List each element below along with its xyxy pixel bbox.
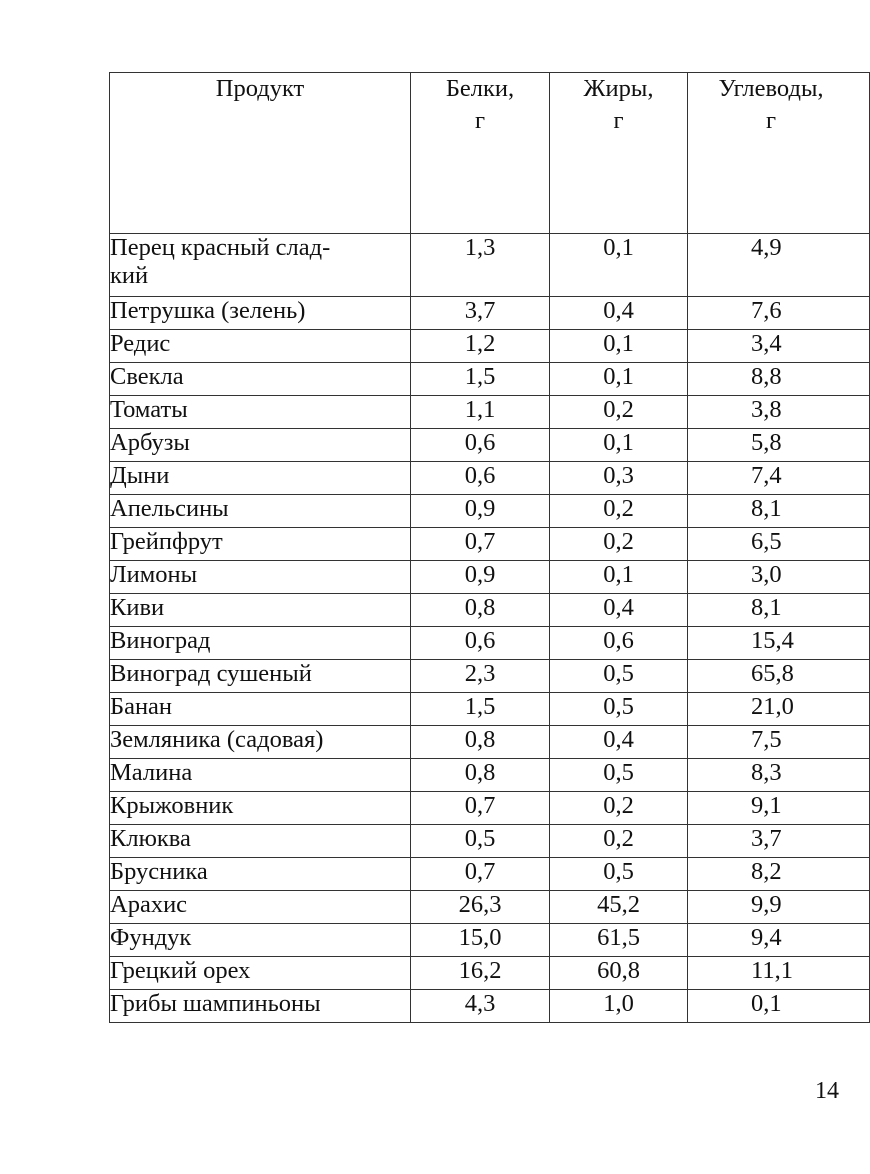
table-row bbox=[110, 234, 870, 297]
cell-carbs: 0,1 bbox=[688, 990, 870, 1023]
table-row bbox=[110, 561, 870, 594]
cell-fat: 61,5 bbox=[550, 924, 688, 957]
cell-carbs: 3,4 bbox=[688, 330, 870, 363]
table-row bbox=[110, 330, 870, 363]
cell-protein: 16,2 bbox=[411, 957, 550, 990]
cell-product bbox=[110, 234, 411, 297]
cell-protein: 0,6 bbox=[411, 627, 550, 660]
cell-product: Брусника bbox=[110, 858, 411, 891]
header-carbs-label: Углеводы, bbox=[718, 75, 824, 102]
cell-fat: 0,5 bbox=[550, 660, 688, 693]
cell-protein: 0,7 bbox=[411, 528, 550, 561]
header-protein-unit: г bbox=[474, 107, 486, 134]
cell-product: Томаты bbox=[110, 396, 411, 429]
table-header-row bbox=[110, 73, 870, 234]
cell-product: Арбузы bbox=[110, 429, 411, 462]
cell-protein: 1,5 bbox=[411, 693, 550, 726]
table-row bbox=[110, 957, 870, 990]
table-row bbox=[110, 825, 870, 858]
cell-fat: 0,4 bbox=[550, 726, 688, 759]
cell-protein: 1,5 bbox=[411, 363, 550, 396]
cell-carbs: 9,1 bbox=[688, 792, 870, 825]
cell-carbs: 9,4 bbox=[688, 924, 870, 957]
cell-carbs: 4,9 bbox=[688, 234, 870, 297]
cell-product: Грецкий орех bbox=[110, 957, 411, 990]
cell-product: Киви bbox=[110, 594, 411, 627]
cell-fat: 0,1 bbox=[550, 234, 688, 297]
cell-protein: 15,0 bbox=[411, 924, 550, 957]
cell-fat: 0,1 bbox=[550, 429, 688, 462]
cell-carbs: 8,2 bbox=[688, 858, 870, 891]
cell-fat: 0,5 bbox=[550, 693, 688, 726]
cell-fat: 1,0 bbox=[550, 990, 688, 1023]
cell-protein: 0,5 bbox=[411, 825, 550, 858]
cell-carbs: 15,4 bbox=[688, 627, 870, 660]
table-row bbox=[110, 924, 870, 957]
cell-carbs: 3,0 bbox=[688, 561, 870, 594]
cell-product: Дыни bbox=[110, 462, 411, 495]
cell-carbs: 7,5 bbox=[688, 726, 870, 759]
header-carbs bbox=[688, 73, 870, 234]
cell-product: Земляника (садовая) bbox=[110, 726, 411, 759]
cell-protein: 0,9 bbox=[411, 561, 550, 594]
cell-fat: 0,2 bbox=[550, 396, 688, 429]
cell-carbs: 8,1 bbox=[688, 594, 870, 627]
table-row bbox=[110, 759, 870, 792]
cell-carbs: 8,3 bbox=[688, 759, 870, 792]
table-row bbox=[110, 990, 870, 1023]
cell-carbs: 8,1 bbox=[688, 495, 870, 528]
cell-fat: 0,1 bbox=[550, 363, 688, 396]
cell-protein: 1,3 bbox=[411, 234, 550, 297]
cell-fat: 0,4 bbox=[550, 297, 688, 330]
header-fat-unit: г bbox=[613, 107, 624, 134]
table-row bbox=[110, 528, 870, 561]
table-row bbox=[110, 429, 870, 462]
cell-carbs: 8,8 bbox=[688, 363, 870, 396]
cell-fat: 60,8 bbox=[550, 957, 688, 990]
cell-fat: 0,2 bbox=[550, 792, 688, 825]
table-row bbox=[110, 792, 870, 825]
header-protein bbox=[411, 73, 550, 234]
cell-fat: 0,1 bbox=[550, 561, 688, 594]
cell-product: Банан bbox=[110, 693, 411, 726]
cell-product: Лимоны bbox=[110, 561, 411, 594]
cell-protein: 0,8 bbox=[411, 726, 550, 759]
table-row bbox=[110, 858, 870, 891]
cell-product: Грейпфрут bbox=[110, 528, 411, 561]
cell-fat: 0,2 bbox=[550, 495, 688, 528]
cell-protein: 0,8 bbox=[411, 594, 550, 627]
table-row bbox=[110, 297, 870, 330]
cell-carbs: 7,6 bbox=[688, 297, 870, 330]
header-protein-label: Белки, bbox=[445, 75, 515, 102]
cell-carbs: 21,0 bbox=[688, 693, 870, 726]
cell-product: Виноград сушеный bbox=[110, 660, 411, 693]
cell-protein: 0,7 bbox=[411, 792, 550, 825]
cell-carbs: 9,9 bbox=[688, 891, 870, 924]
nutrition-table bbox=[109, 72, 870, 1023]
product-name-continuation: кий bbox=[110, 262, 149, 289]
header-product bbox=[110, 73, 411, 234]
cell-fat: 0,5 bbox=[550, 759, 688, 792]
product-name: Перец красный слад- bbox=[110, 234, 331, 261]
cell-product: Грибы шампиньоны bbox=[110, 990, 411, 1023]
page-number: 14 bbox=[815, 1078, 839, 1104]
cell-product: Фундук bbox=[110, 924, 411, 957]
table-row bbox=[110, 726, 870, 759]
cell-product: Клюква bbox=[110, 825, 411, 858]
cell-fat: 0,3 bbox=[550, 462, 688, 495]
cell-carbs: 5,8 bbox=[688, 429, 870, 462]
cell-protein: 4,3 bbox=[411, 990, 550, 1023]
table-row bbox=[110, 594, 870, 627]
cell-carbs: 11,1 bbox=[688, 957, 870, 990]
cell-carbs: 3,8 bbox=[688, 396, 870, 429]
table-row bbox=[110, 891, 870, 924]
cell-protein: 0,7 bbox=[411, 858, 550, 891]
header-carbs-unit: г bbox=[765, 107, 777, 134]
cell-product: Крыжовник bbox=[110, 792, 411, 825]
cell-product: Малина bbox=[110, 759, 411, 792]
cell-product: Арахис bbox=[110, 891, 411, 924]
cell-carbs: 65,8 bbox=[688, 660, 870, 693]
cell-product: Редис bbox=[110, 330, 411, 363]
table-row bbox=[110, 462, 870, 495]
cell-product: Виноград bbox=[110, 627, 411, 660]
table-body bbox=[110, 234, 870, 1023]
cell-protein: 26,3 bbox=[411, 891, 550, 924]
table-row bbox=[110, 396, 870, 429]
cell-fat: 0,1 bbox=[550, 330, 688, 363]
table-row bbox=[110, 495, 870, 528]
table-row bbox=[110, 693, 870, 726]
cell-protein: 1,1 bbox=[411, 396, 550, 429]
cell-protein: 0,9 bbox=[411, 495, 550, 528]
cell-protein: 2,3 bbox=[411, 660, 550, 693]
cell-carbs: 7,4 bbox=[688, 462, 870, 495]
table-row bbox=[110, 363, 870, 396]
cell-fat: 45,2 bbox=[550, 891, 688, 924]
cell-protein: 0,6 bbox=[411, 429, 550, 462]
cell-carbs: 3,7 bbox=[688, 825, 870, 858]
cell-product: Петрушка (зелень) bbox=[110, 297, 411, 330]
table-row bbox=[110, 660, 870, 693]
table-row bbox=[110, 627, 870, 660]
header-fat-label: Жиры, bbox=[583, 75, 654, 102]
cell-fat: 0,5 bbox=[550, 858, 688, 891]
header-fat bbox=[550, 73, 688, 234]
cell-product: Свекла bbox=[110, 363, 411, 396]
cell-fat: 0,6 bbox=[550, 627, 688, 660]
cell-protein: 1,2 bbox=[411, 330, 550, 363]
cell-carbs: 6,5 bbox=[688, 528, 870, 561]
cell-fat: 0,2 bbox=[550, 528, 688, 561]
cell-protein: 0,6 bbox=[411, 462, 550, 495]
cell-product: Апельсины bbox=[110, 495, 411, 528]
cell-fat: 0,2 bbox=[550, 825, 688, 858]
cell-protein: 0,8 bbox=[411, 759, 550, 792]
cell-fat: 0,4 bbox=[550, 594, 688, 627]
header-product-label: Продукт bbox=[215, 75, 305, 102]
cell-protein: 3,7 bbox=[411, 297, 550, 330]
